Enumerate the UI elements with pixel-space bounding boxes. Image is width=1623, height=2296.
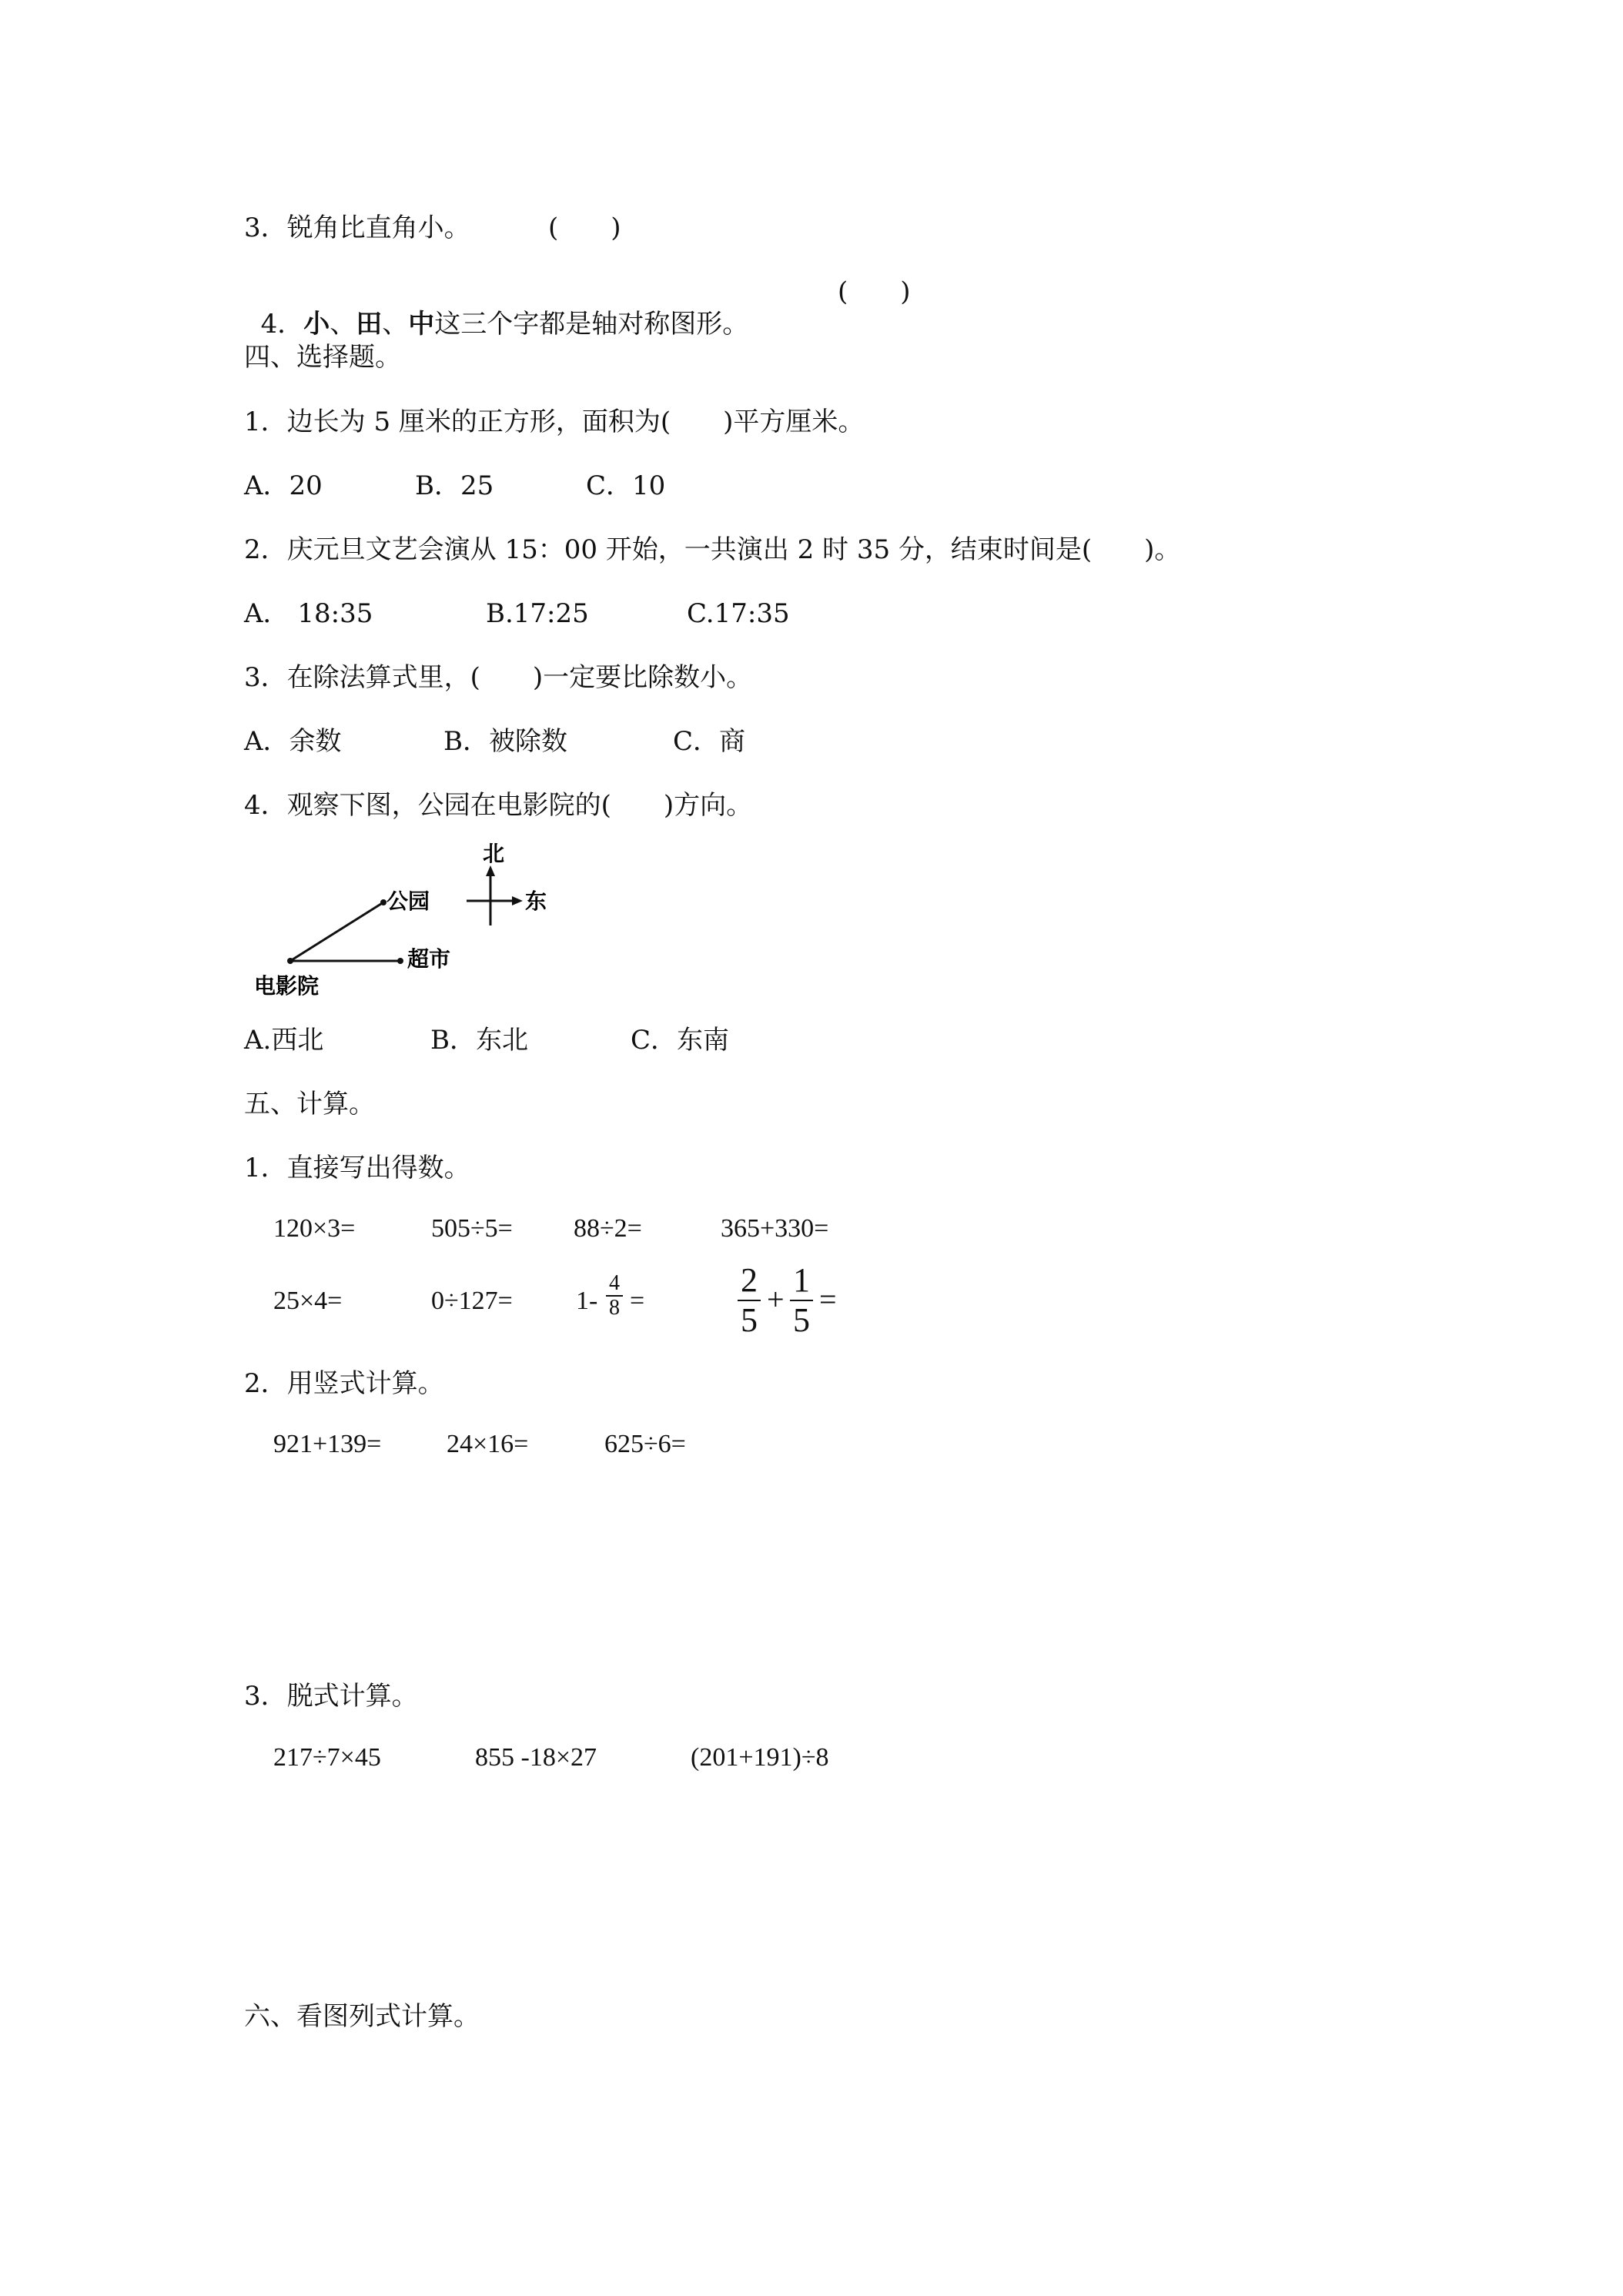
- char-zhong: 中: [408, 309, 435, 340]
- choice-q4-option-c[interactable]: C．东南: [631, 1025, 730, 1056]
- north-arrow-icon: [486, 865, 495, 876]
- fraction-two-fifths: [738, 1261, 761, 1340]
- choice-q2-option-b[interactable]: B.17:25: [486, 598, 589, 629]
- char-tian: 田: [356, 309, 383, 340]
- calc-expr: 365+330=: [721, 1214, 829, 1243]
- stepwise-calc-expr: 855 -18×27: [475, 1743, 597, 1772]
- label-north: 北: [483, 841, 505, 866]
- frac-expr-suffix: =: [630, 1287, 645, 1315]
- fraction-one-fifth: [790, 1261, 813, 1340]
- calc-p2-title: 2．用竖式计算。: [244, 1368, 444, 1399]
- label-east: 东: [525, 889, 547, 914]
- vertical-calc-expr: 625÷6=: [604, 1430, 686, 1458]
- cinema-to-park-line: [290, 902, 383, 961]
- calc-expr: 120×3=: [273, 1214, 356, 1243]
- stepwise-calc-expr: 217÷7×45: [273, 1743, 381, 1772]
- fraction-numerator: 4: [609, 1271, 620, 1295]
- judge-q4-number: 4．: [260, 309, 304, 340]
- choice-q1-option-a[interactable]: A．20: [244, 470, 323, 501]
- fraction-numerator: 2: [741, 1261, 758, 1299]
- choice-q1-option-c[interactable]: C．10: [586, 470, 666, 501]
- label-park: 公园: [387, 889, 430, 914]
- market-dot: [397, 958, 403, 964]
- vertical-calc-expr: 921+139=: [273, 1430, 382, 1458]
- fraction-denominator: 8: [609, 1296, 620, 1320]
- judge-q4-answer-paren[interactable]: ( ): [838, 276, 911, 307]
- calc-expr: 25×4=: [273, 1287, 343, 1315]
- calc-expr: 0÷127=: [431, 1287, 513, 1315]
- calc-p3-title: 3．脱式计算。: [244, 1681, 418, 1712]
- choice-q2-option-a[interactable]: A． 18:35: [244, 598, 373, 629]
- stepwise-calc-expr: (201+191)÷8: [691, 1743, 829, 1772]
- calc-p1-title: 1．直接写出得数。: [244, 1153, 470, 1183]
- fraction-denominator: 5: [741, 1301, 758, 1339]
- label-cinema: 电影院: [254, 973, 320, 999]
- choice-q2-option-c[interactable]: C.17:35: [687, 598, 790, 629]
- fraction-denominator: 5: [793, 1301, 810, 1339]
- vertical-calc-expr: 24×16=: [447, 1430, 529, 1458]
- section5-title: 五、计算。: [244, 1089, 375, 1120]
- section4-title: 四、选择题。: [244, 342, 401, 373]
- calc-expr: 88÷2=: [574, 1214, 642, 1243]
- judge-q4-rest: 这三个字都是轴对称图形。: [434, 309, 749, 340]
- judge-q3: 3．锐角比直角小。: [244, 213, 470, 243]
- frac-expr-prefix: 1-: [576, 1287, 598, 1315]
- choice-q3-option-a[interactable]: A．余数: [244, 726, 342, 757]
- fraction-four-eighths: [606, 1272, 623, 1320]
- cinema-dot: [287, 958, 293, 964]
- choice-q3-option-b[interactable]: B．被除数: [443, 726, 567, 757]
- calc-expr: 505÷5=: [431, 1214, 513, 1243]
- section6-title: 六、看图列式计算。: [244, 2001, 480, 2032]
- park-dot: [380, 899, 387, 905]
- east-arrow-icon: [512, 896, 523, 905]
- equals-sign: =: [819, 1282, 837, 1317]
- choice-q4: 4．观察下图，公园在电影院的( )方向。: [244, 790, 753, 821]
- choice-q4-option-a[interactable]: A.西北: [244, 1025, 324, 1056]
- choice-q1-option-b[interactable]: B．25: [415, 470, 494, 501]
- separator: 、: [330, 309, 356, 340]
- char-xiao: 小: [303, 309, 330, 340]
- choice-q2: 2．庆元旦文艺会演从 15：00 开始，一共演出 2 时 35 分，结束时间是( )。: [244, 534, 1181, 565]
- choice-q3: 3．在除法算式里，( )一定要比除数小。: [244, 662, 753, 693]
- judge-q3-answer-paren[interactable]: ( ): [548, 213, 621, 243]
- choice-q4-option-b[interactable]: B．东北: [430, 1025, 528, 1056]
- fraction-numerator: 1: [793, 1261, 810, 1299]
- label-market: 超市: [407, 946, 451, 972]
- choice-q3-option-c[interactable]: C．商: [673, 726, 746, 757]
- plus-sign: +: [767, 1282, 785, 1317]
- separator: 、: [382, 309, 409, 340]
- choice-q1: 1．边长为 5 厘米的正方形，面积为( )平方厘米。: [244, 407, 865, 437]
